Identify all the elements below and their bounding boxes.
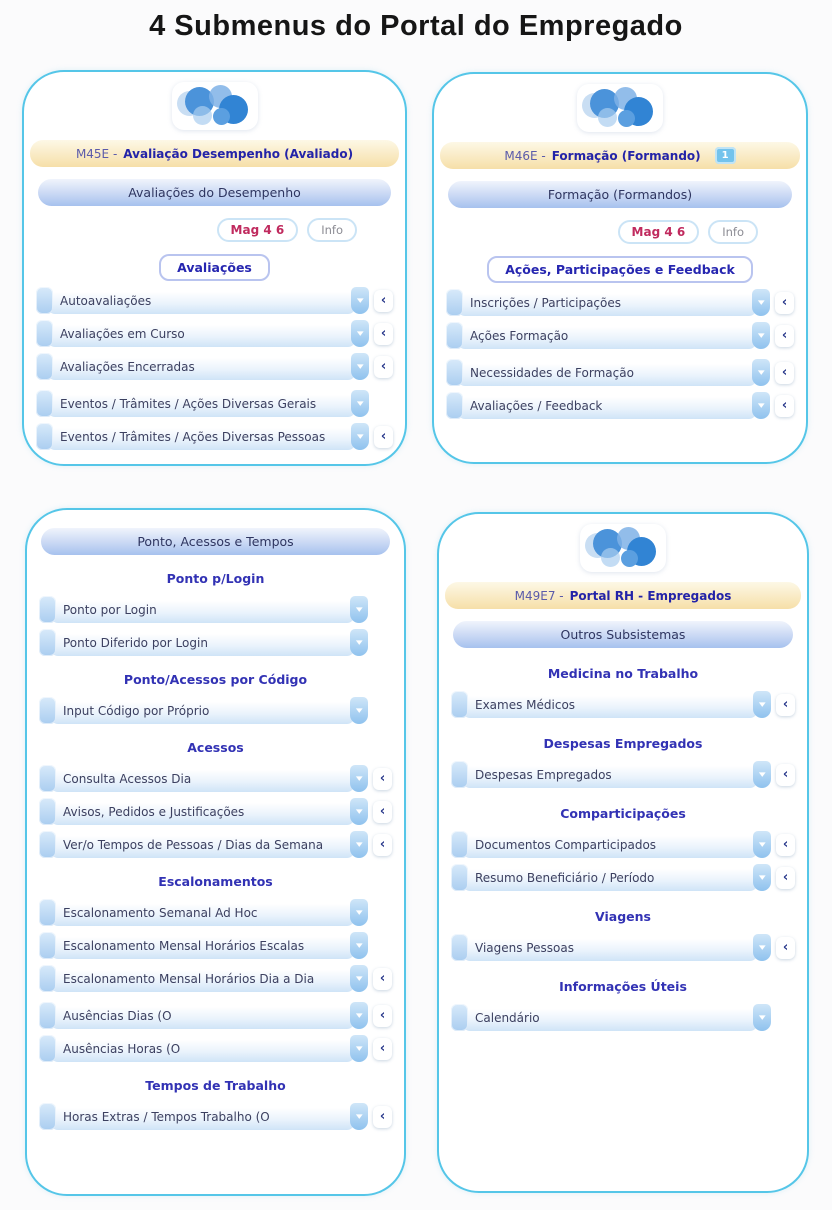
group-heading: Acessos <box>187 740 244 755</box>
app-logo-icon <box>577 84 663 132</box>
item-label: Ponto por Login <box>63 602 157 617</box>
item-tab-icon <box>39 831 56 858</box>
item-tab-icon <box>39 1103 56 1130</box>
back-button[interactable] <box>374 356 393 378</box>
item-tab-icon <box>39 1002 56 1029</box>
group-heading: Comparticipações <box>560 806 686 821</box>
chevron-left-icon: ‹ <box>379 1109 386 1124</box>
chevron-down-icon: ▾ <box>355 839 363 850</box>
list-item[interactable] <box>451 691 795 718</box>
item-tab-icon <box>39 899 56 926</box>
list-item[interactable] <box>39 798 392 825</box>
panel-portal-rh-empregados <box>437 512 809 1193</box>
item-label: Autoavaliações <box>60 293 152 308</box>
dropdown-button[interactable] <box>350 1002 368 1029</box>
item-tab-icon <box>39 932 56 959</box>
item-bar[interactable] <box>51 799 354 825</box>
item-label: Consulta Acessos Dia <box>63 771 192 786</box>
chevron-down-icon: ▾ <box>356 361 364 372</box>
item-bar[interactable] <box>51 630 354 656</box>
item-tab-icon <box>39 798 56 825</box>
item-tab-icon <box>446 289 463 316</box>
item-label: Calendário <box>475 1010 540 1025</box>
list-item[interactable] <box>39 629 392 656</box>
dropdown-button[interactable] <box>350 932 368 959</box>
item-label: Documentos Comparticipados <box>475 837 657 852</box>
item-label: Avaliações / Feedback <box>470 398 603 413</box>
item-tab-icon <box>39 697 56 724</box>
item-label: Resumo Beneficiário / Período <box>475 870 655 885</box>
list-item[interactable] <box>451 864 795 891</box>
menu-group <box>37 874 394 992</box>
item-bar[interactable] <box>48 288 355 314</box>
chevron-down-icon: ▾ <box>355 1010 363 1021</box>
menu-group <box>37 1078 394 1130</box>
chevron-left-icon: ‹ <box>379 804 386 819</box>
item-tab-icon <box>446 322 463 349</box>
dropdown-button[interactable] <box>753 934 771 961</box>
item-label: Escalonamento Mensal Horários Dia a Dia <box>63 971 315 986</box>
dropdown-button[interactable] <box>753 864 771 891</box>
back-button[interactable] <box>776 867 795 889</box>
chevron-down-icon: ▾ <box>758 699 766 710</box>
group-heading: Ponto/Acessos por Código <box>123 672 308 687</box>
menu-group <box>444 359 796 419</box>
chevron-down-icon: ▾ <box>355 773 363 784</box>
list-item[interactable] <box>36 390 393 417</box>
pill-ponto-acessos-tempos[interactable]: Ponto, Acessos e Tempos <box>41 528 390 555</box>
menu-group <box>34 390 395 450</box>
item-tab-icon <box>39 1035 56 1062</box>
item-tab-icon <box>39 596 56 623</box>
chevron-left-icon: ‹ <box>380 293 387 308</box>
list-item[interactable] <box>446 322 794 349</box>
item-bar[interactable] <box>51 1003 354 1029</box>
item-label: Eventos / Trâmites / Ações Diversas Pessoas <box>60 429 326 444</box>
back-button[interactable] <box>775 292 794 314</box>
item-bar[interactable] <box>458 393 756 419</box>
module-header <box>440 142 800 169</box>
menu-list <box>434 289 806 419</box>
back-button[interactable] <box>374 426 393 448</box>
chevron-left-icon: ‹ <box>781 398 788 413</box>
dropdown-button[interactable] <box>350 965 368 992</box>
item-bar[interactable] <box>463 935 757 961</box>
menu-list <box>27 571 404 1130</box>
menu-group <box>37 740 394 858</box>
item-bar[interactable] <box>48 424 355 450</box>
chevron-down-icon: ▾ <box>758 872 766 883</box>
list-item[interactable] <box>36 320 393 347</box>
chevron-down-icon: ▾ <box>355 604 363 615</box>
list-item[interactable] <box>39 697 392 724</box>
chevron-left-icon: ‹ <box>781 295 788 310</box>
chevron-left-icon: ‹ <box>379 837 386 852</box>
back-button[interactable] <box>776 764 795 786</box>
chevron-down-icon: ▾ <box>356 328 364 339</box>
item-tab-icon <box>39 765 56 792</box>
chevron-down-icon: ▾ <box>355 973 363 984</box>
item-label: Avaliações em Curso <box>60 326 185 341</box>
chevron-down-icon: ▾ <box>355 1043 363 1054</box>
list-item[interactable] <box>446 289 794 316</box>
item-label: Inscrições / Participações <box>470 295 622 310</box>
item-label: Ausências Horas (O <box>63 1041 181 1056</box>
back-button[interactable] <box>374 323 393 345</box>
chevron-down-icon: ▾ <box>758 942 766 953</box>
dropdown-button[interactable] <box>350 831 368 858</box>
section-button-avaliacoes[interactable]: Avaliações <box>159 254 270 281</box>
menu-list <box>439 666 807 1031</box>
module-name: Portal RH - Empregados <box>569 588 732 603</box>
notification-badge[interactable]: 1 <box>715 147 736 164</box>
item-bar[interactable] <box>51 966 354 992</box>
item-label: Necessidades de Formação <box>470 365 634 380</box>
dropdown-button[interactable] <box>752 322 770 349</box>
chevron-left-icon: ‹ <box>379 1008 386 1023</box>
item-bar[interactable] <box>48 321 355 347</box>
app-logo-icon <box>580 524 666 572</box>
menu-group <box>37 672 394 724</box>
toolbar <box>24 218 405 242</box>
module-code: M49E7 - <box>514 588 564 603</box>
chevron-down-icon: ▾ <box>355 705 363 716</box>
dropdown-button[interactable] <box>351 353 369 380</box>
dropdown-button[interactable] <box>753 691 771 718</box>
chevron-down-icon: ▾ <box>356 398 364 409</box>
chevron-down-icon: ▾ <box>355 806 363 817</box>
list-item[interactable] <box>451 1004 795 1031</box>
chevron-down-icon: ▾ <box>758 1012 766 1023</box>
back-button[interactable] <box>776 834 795 856</box>
chevron-down-icon: ▾ <box>355 637 363 648</box>
item-bar[interactable] <box>458 290 756 316</box>
list-item[interactable] <box>451 934 795 961</box>
back-button[interactable] <box>775 325 794 347</box>
chevron-left-icon: ‹ <box>781 328 788 343</box>
menu-group <box>449 979 797 1031</box>
chevron-left-icon: ‹ <box>782 697 789 712</box>
item-label: Ausências Dias (O <box>63 1008 172 1023</box>
dropdown-button[interactable] <box>752 392 770 419</box>
item-label: Ver/o Tempos de Pessoas / Dias da Semana <box>63 837 324 852</box>
list-item[interactable] <box>36 423 393 450</box>
back-button[interactable] <box>374 290 393 312</box>
module-code: M45E - <box>75 146 118 161</box>
chevron-down-icon: ▾ <box>757 367 765 378</box>
item-bar[interactable] <box>51 1036 354 1062</box>
item-tab-icon <box>36 320 53 347</box>
module-name: Avaliação Desempenho (Avaliado) <box>123 146 354 161</box>
item-tab-icon <box>36 423 53 450</box>
mag-button[interactable]: Mag 4 6 <box>217 218 299 242</box>
list-item[interactable] <box>39 932 392 959</box>
menu-group <box>37 1002 394 1062</box>
item-bar[interactable] <box>51 832 354 858</box>
dropdown-button[interactable] <box>351 390 369 417</box>
menu-group <box>444 289 796 349</box>
pill-outros-subsistemas[interactable]: Outros Subsistemas <box>453 621 793 648</box>
group-heading: Tempos de Trabalho <box>145 1078 286 1093</box>
menu-group <box>34 287 395 380</box>
panel-ponto-acessos-tempos <box>25 508 406 1196</box>
dropdown-button[interactable] <box>350 798 368 825</box>
item-bar[interactable] <box>463 1005 757 1031</box>
chevron-down-icon: ▾ <box>757 297 765 308</box>
list-item[interactable] <box>39 965 392 992</box>
chevron-down-icon: ▾ <box>758 839 766 850</box>
item-bar[interactable] <box>463 692 757 718</box>
item-label: Despesas Empregados <box>475 767 612 782</box>
info-button[interactable]: Info <box>307 218 357 242</box>
chevron-down-icon: ▾ <box>757 330 765 341</box>
group-heading: Ponto p/Login <box>166 571 265 586</box>
chevron-down-icon: ▾ <box>355 940 363 951</box>
pill-avaliacoes-do-desempenho[interactable]: Avaliações do Desempenho <box>38 179 391 206</box>
chevron-down-icon: ▾ <box>355 1111 363 1122</box>
dropdown-button[interactable] <box>351 320 369 347</box>
item-bar[interactable] <box>48 354 355 380</box>
item-tab-icon <box>451 831 468 858</box>
section-button-acoes-participacoes-feedback[interactable]: Ações, Participações e Feedback <box>487 256 753 283</box>
back-button[interactable] <box>373 801 392 823</box>
chevron-down-icon: ▾ <box>356 295 364 306</box>
page-title: 4 Submenus do Portal do Empregado <box>149 10 683 42</box>
dropdown-button[interactable] <box>752 359 770 386</box>
group-heading: Despesas Empregados <box>543 736 703 751</box>
dropdown-button[interactable] <box>351 423 369 450</box>
item-bar[interactable] <box>51 698 354 724</box>
list-item[interactable] <box>446 392 794 419</box>
item-label: Ponto Diferido por Login <box>63 635 208 650</box>
chevron-left-icon: ‹ <box>380 429 387 444</box>
item-label: Escalonamento Mensal Horários Escalas <box>63 938 305 953</box>
item-tab-icon <box>451 761 468 788</box>
list-item[interactable] <box>39 1103 392 1130</box>
item-bar[interactable] <box>51 900 354 926</box>
chevron-left-icon: ‹ <box>782 870 789 885</box>
mag-button[interactable]: Mag 4 6 <box>618 220 700 244</box>
dropdown-button[interactable] <box>753 761 771 788</box>
chevron-left-icon: ‹ <box>380 359 387 374</box>
item-tab-icon <box>36 287 53 314</box>
item-bar[interactable] <box>463 865 757 891</box>
info-button[interactable]: Info <box>708 220 758 244</box>
module-code: M46E - <box>504 148 546 163</box>
item-tab-icon <box>451 1004 468 1031</box>
dropdown-button[interactable] <box>350 765 368 792</box>
chevron-left-icon: ‹ <box>379 971 386 986</box>
dropdown-button[interactable] <box>350 899 368 926</box>
list-item[interactable] <box>451 831 795 858</box>
dropdown-button[interactable] <box>350 629 368 656</box>
item-tab-icon <box>446 392 463 419</box>
group-heading: Medicina no Trabalho <box>547 666 699 681</box>
item-label: Avaliações Encerradas <box>60 359 195 374</box>
list-item[interactable] <box>39 596 392 623</box>
item-bar[interactable] <box>463 832 757 858</box>
group-heading: Escalonamentos <box>158 874 273 889</box>
module-header <box>445 582 801 609</box>
pill-formacao-formandos[interactable]: Formação (Formandos) <box>448 181 792 208</box>
item-label: Escalonamento Semanal Ad Hoc <box>63 905 258 920</box>
toolbar <box>434 220 806 244</box>
chevron-left-icon: ‹ <box>379 1041 386 1056</box>
list-item[interactable] <box>39 1002 392 1029</box>
chevron-left-icon: ‹ <box>379 771 386 786</box>
item-bar[interactable] <box>48 391 355 417</box>
list-item[interactable] <box>451 761 795 788</box>
list-item[interactable] <box>36 287 393 314</box>
group-heading: Informações Úteis <box>559 979 687 994</box>
item-tab-icon <box>39 629 56 656</box>
dropdown-button[interactable] <box>753 1004 771 1031</box>
chevron-left-icon: ‹ <box>782 940 789 955</box>
menu-group <box>449 736 797 788</box>
item-tab-icon <box>451 864 468 891</box>
dropdown-button[interactable] <box>350 596 368 623</box>
item-tab-icon <box>36 353 53 380</box>
chevron-down-icon: ▾ <box>355 907 363 918</box>
back-button[interactable] <box>373 768 392 790</box>
panel-formacao <box>432 72 808 464</box>
dropdown-button[interactable] <box>350 697 368 724</box>
item-label: Ações Formação <box>470 328 569 343</box>
item-tab-icon <box>36 390 53 417</box>
menu-group <box>37 571 394 656</box>
item-tab-icon <box>446 359 463 386</box>
chevron-left-icon: ‹ <box>782 837 789 852</box>
item-tab-icon <box>39 965 56 992</box>
back-button[interactable] <box>373 1005 392 1027</box>
list-item[interactable] <box>36 353 393 380</box>
back-button[interactable] <box>775 362 794 384</box>
back-button[interactable] <box>373 968 392 990</box>
item-label: Avisos, Pedidos e Justificações <box>63 804 245 819</box>
list-item[interactable] <box>39 1035 392 1062</box>
item-label: Viagens Pessoas <box>475 940 574 955</box>
back-button[interactable] <box>776 937 795 959</box>
item-bar[interactable] <box>463 762 757 788</box>
item-label: Horas Extras / Tempos Trabalho (O <box>63 1109 270 1124</box>
list-item[interactable] <box>39 831 392 858</box>
list-item[interactable] <box>39 765 392 792</box>
dropdown-button[interactable] <box>350 1035 368 1062</box>
back-button[interactable] <box>776 694 795 716</box>
item-tab-icon <box>451 691 468 718</box>
item-label: Eventos / Trâmites / Ações Diversas Gerais <box>60 396 317 411</box>
chevron-left-icon: ‹ <box>781 365 788 380</box>
app-logo-icon <box>172 82 258 130</box>
group-heading: Viagens <box>595 909 651 924</box>
item-bar[interactable] <box>51 597 354 623</box>
item-bar[interactable] <box>458 323 756 349</box>
item-bar[interactable] <box>51 1104 354 1130</box>
item-bar[interactable] <box>51 933 354 959</box>
back-button[interactable] <box>775 395 794 417</box>
chevron-left-icon: ‹ <box>380 326 387 341</box>
list-item[interactable] <box>446 359 794 386</box>
item-tab-icon <box>451 934 468 961</box>
chevron-down-icon: ▾ <box>356 431 364 442</box>
item-bar[interactable] <box>51 766 354 792</box>
back-button[interactable] <box>373 834 392 856</box>
item-label: Exames Médicos <box>475 697 576 712</box>
module-name: Formação (Formando) <box>551 148 701 163</box>
panel-avaliacao-desempenho <box>22 70 407 466</box>
back-button[interactable] <box>373 1106 392 1128</box>
menu-group <box>449 666 797 718</box>
menu-group <box>449 909 797 961</box>
menu-list <box>24 287 405 450</box>
dropdown-button[interactable] <box>752 289 770 316</box>
menu-group <box>449 806 797 891</box>
module-header <box>30 140 399 167</box>
chevron-down-icon: ▾ <box>758 769 766 780</box>
chevron-down-icon: ▾ <box>757 400 765 411</box>
chevron-left-icon: ‹ <box>782 767 789 782</box>
item-label: Input Código por Próprio <box>63 703 210 718</box>
dropdown-button[interactable] <box>351 287 369 314</box>
back-button[interactable] <box>373 1038 392 1060</box>
dropdown-button[interactable] <box>753 831 771 858</box>
dropdown-button[interactable] <box>350 1103 368 1130</box>
item-bar[interactable] <box>458 360 756 386</box>
list-item[interactable] <box>39 899 392 926</box>
